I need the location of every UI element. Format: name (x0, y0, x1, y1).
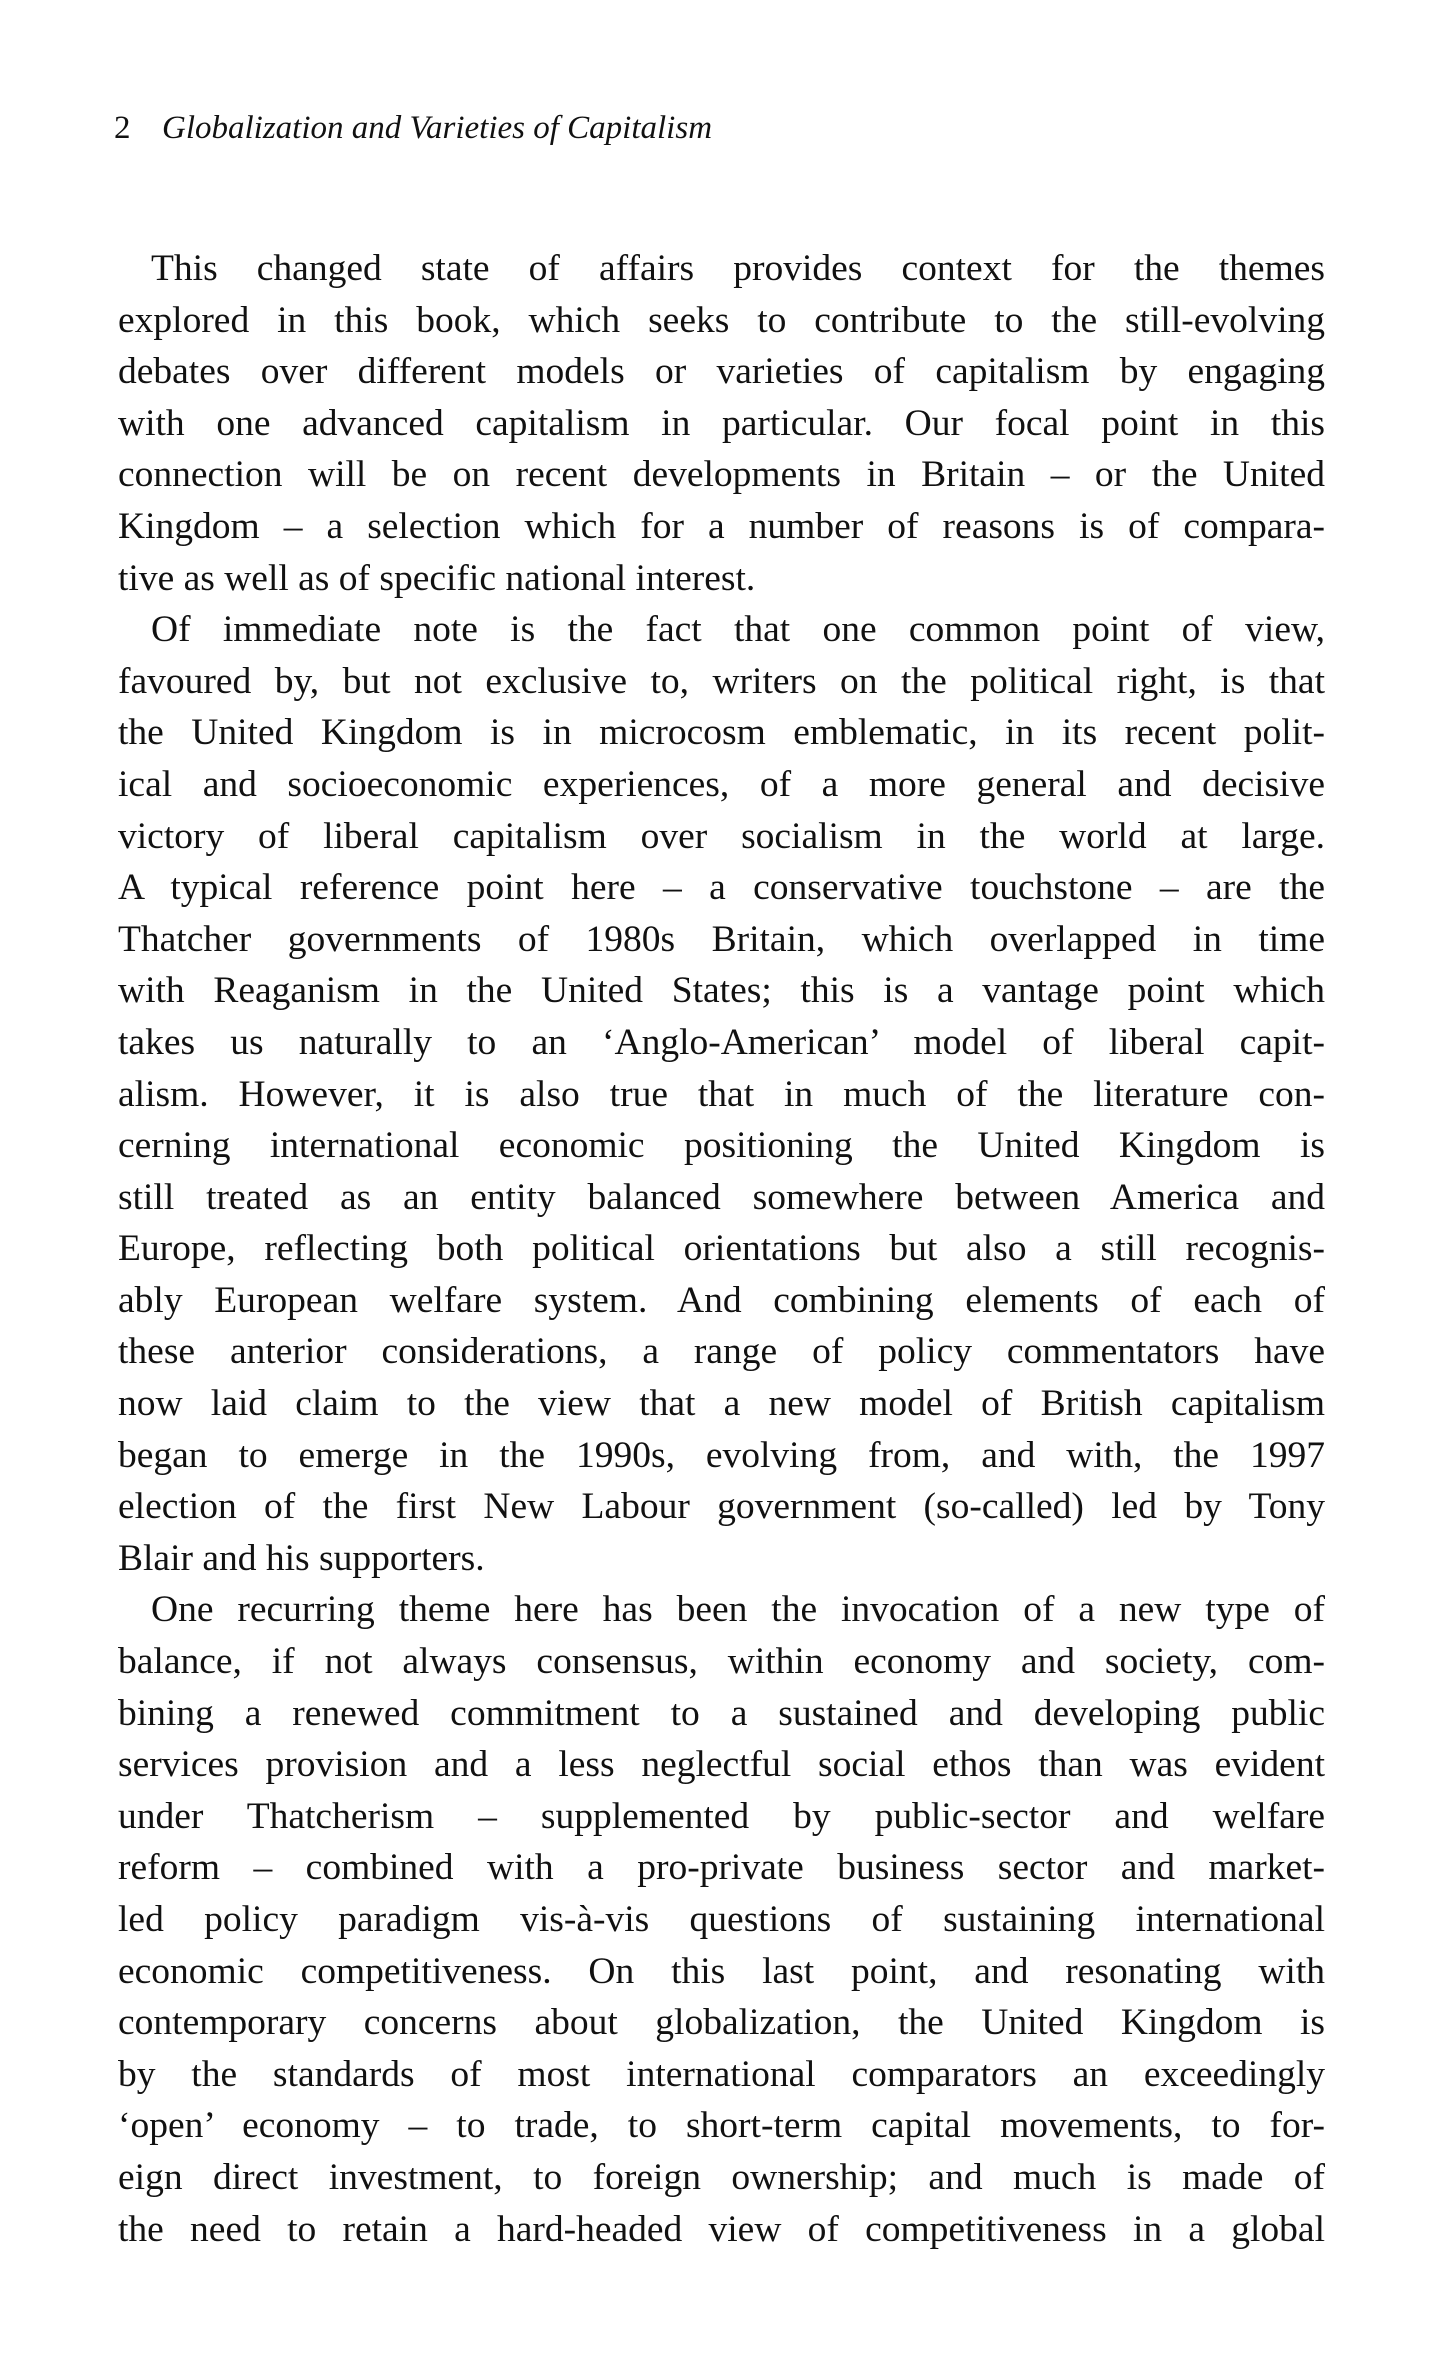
text-line: these anterior considerations, a range of policy commentators have (118, 1331, 1325, 1373)
text-line: favoured by, but not exclusive to, writers on the political right, is that (118, 660, 1325, 702)
text-line: balance, if not always consensus, within economy and society, com- (118, 1641, 1325, 1683)
text-line: bining a renewed commitment to a sustained and developing public (118, 1692, 1325, 1734)
text-line: tive as well as of specific national interest. (118, 557, 756, 599)
running-head-title: Globalization and Varieties of Capitalism (162, 110, 713, 146)
text-line: ical and socioeconomic experiences, of a more general and decisive (118, 763, 1325, 805)
page-number: 2 (114, 110, 131, 146)
running-head (114, 110, 712, 146)
text-line: takes us naturally to an ‘Anglo-American’ model of liberal capit- (118, 1021, 1325, 1063)
text-line: explored in this book, which seeks to contribute to the still-evolving (118, 299, 1325, 341)
text-line: ably European welfare system. And combining elements of each of (118, 1279, 1325, 1321)
text-line: victory of liberal capitalism over socialism in the world at large. (118, 815, 1325, 857)
text-line: election of the first New Labour government (so-called) led by Tony (118, 1486, 1325, 1528)
text-line: Of immediate note is the fact that one common point of view, (151, 609, 1325, 651)
text-line: the United Kingdom is in microcosm emblematic, in its recent polit- (118, 712, 1325, 754)
text-line: began to emerge in the 1990s, evolving from, and with, the 1997 (118, 1434, 1325, 1476)
text-line: ‘open’ economy – to trade, to short-term capital movements, to for- (118, 2105, 1325, 2147)
paragraph (118, 1584, 1325, 2255)
text-line: economic competitiveness. On this last point, and resonating with (118, 1950, 1325, 1992)
text-line: reform – combined with a pro-private business sector and market- (118, 1847, 1325, 1889)
text-line: with one advanced capitalism in particular. Our focal point in this (118, 402, 1325, 444)
text-line: Europe, reflecting both political orientations but also a still recognis- (118, 1228, 1325, 1270)
text-line: Thatcher governments of 1980s Britain, which overlapped in time (118, 918, 1325, 960)
text-line: This changed state of affairs provides context for the themes (151, 248, 1325, 289)
text-line: connection will be on recent developments in Britain – or the United (118, 454, 1325, 496)
text-line: debates over different models or varieties of capitalism by engaging (118, 351, 1325, 393)
paragraph (118, 604, 1325, 1584)
text-line: Kingdom – a selection which for a number of reasons is of compara- (118, 505, 1325, 547)
text-line: A typical reference point here – a conservative touchstone – are the (118, 867, 1325, 909)
text-line: the need to retain a hard-headed view of competitiveness in a global (118, 2208, 1325, 2250)
text-line: services provision and a less neglectful social ethos than was evident (118, 1744, 1325, 1786)
text-line: with Reaganism in the United States; this is a vantage point which (118, 970, 1325, 1012)
text-line: One recurring theme here has been the invocation of a new type of (151, 1589, 1325, 1631)
text-line: led policy paradigm vis-à-vis questions of sustaining international (118, 1899, 1325, 1940)
text-line: contemporary concerns about globalization, the United Kingdom is (118, 2002, 1325, 2044)
text-line: by the standards of most international comparators an exceedingly (118, 2053, 1325, 2095)
text-line: alism. However, it is also true that in much of the literature con- (118, 1073, 1325, 1115)
text-line: still treated as an entity balanced somewhere between America and (118, 1176, 1325, 1218)
paragraph (118, 243, 1325, 604)
text-line: under Thatcherism – supplemented by public-sector and welfare (118, 1795, 1325, 1837)
body-text (118, 243, 1325, 2255)
text-line: cerning international economic positioning the United Kingdom is (118, 1125, 1325, 1167)
text-line: eign direct investment, to foreign ownership; and much is made of (118, 2156, 1325, 2198)
text-line: Blair and his supporters. (118, 1537, 485, 1579)
text-line: now laid claim to the view that a new model of British capitalism (118, 1383, 1325, 1425)
